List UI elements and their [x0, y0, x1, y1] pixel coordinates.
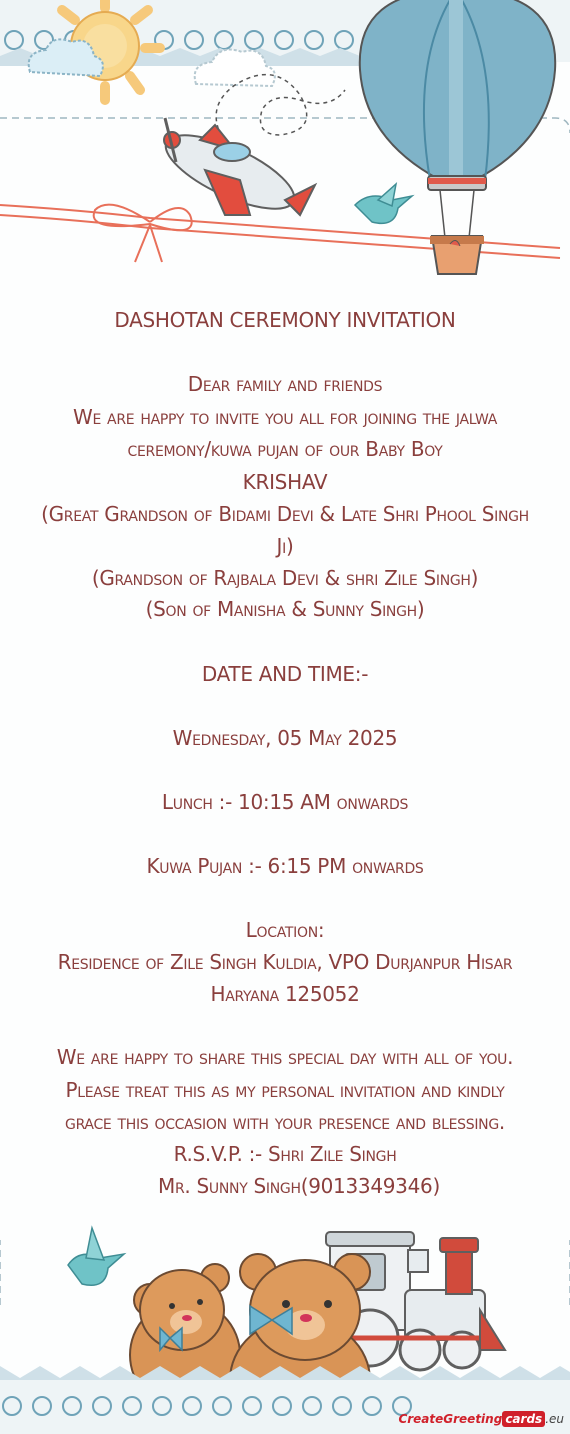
- rsvp-line-2: Mr. Sunny Singh(9013349346): [158, 1174, 440, 1198]
- grandson-line: (Grandson of Rajbala Devi & shri Zile Singh): [91, 566, 479, 590]
- hot-air-balloon: [360, 0, 555, 274]
- intro-line-2: ceremony/kuwa pujan of our Baby Boy: [127, 437, 443, 461]
- branding-cards: cards: [502, 1411, 545, 1427]
- rsvp-line-1: R.S.V.P. :- Shri Zile Singh: [173, 1142, 397, 1166]
- bird-bottom-illustration: [68, 1228, 124, 1285]
- location-heading: Location:: [245, 918, 325, 942]
- bird-top-illustration: [355, 184, 412, 223]
- branding-watermark[interactable]: [398, 1412, 564, 1426]
- event-date: Wednesday, 05 May 2025: [172, 726, 398, 750]
- location-line-1: Residence of Zile Singh Kuldia, VPO Durjanpur Hisar: [57, 950, 513, 974]
- lunch-time: Lunch :- 10:15 AM onwards: [161, 790, 409, 814]
- great-grandson-line-2: Ji): [276, 534, 294, 558]
- branding-domain: .eu: [545, 1412, 564, 1426]
- invitation-title: DASHOTAN CEREMONY INVITATION: [114, 308, 456, 332]
- top-decoration: [0, 0, 570, 300]
- location-line-2: Haryana 125052: [210, 982, 360, 1006]
- bottom-decoration: [0, 1210, 570, 1434]
- branding-create-greeting: CreateGreeting: [398, 1412, 503, 1426]
- greeting: Dear family and friends: [187, 372, 383, 396]
- date-heading: DATE AND TIME:-: [201, 662, 369, 686]
- intro-line-1: We are happy to invite you all for joining the jalwa: [72, 405, 498, 429]
- kuwa-pujan-time: Kuwa Pujan :- 6:15 PM onwards: [146, 854, 424, 878]
- child-name: KRISHAV: [242, 470, 328, 494]
- closing-line-3: grace this occasion with your presence and blessing.: [65, 1110, 505, 1134]
- closing-line-2: Please treat this as my personal invitation and kindly: [65, 1078, 505, 1102]
- closing-line-1: We are happy to share this special day with all of you.: [56, 1045, 514, 1069]
- great-grandson-line-1: (Great Grandson of Bidami Devi & Late Shri Phool Singh: [41, 502, 529, 526]
- son-line: (Son of Manisha & Sunny Singh): [145, 597, 425, 621]
